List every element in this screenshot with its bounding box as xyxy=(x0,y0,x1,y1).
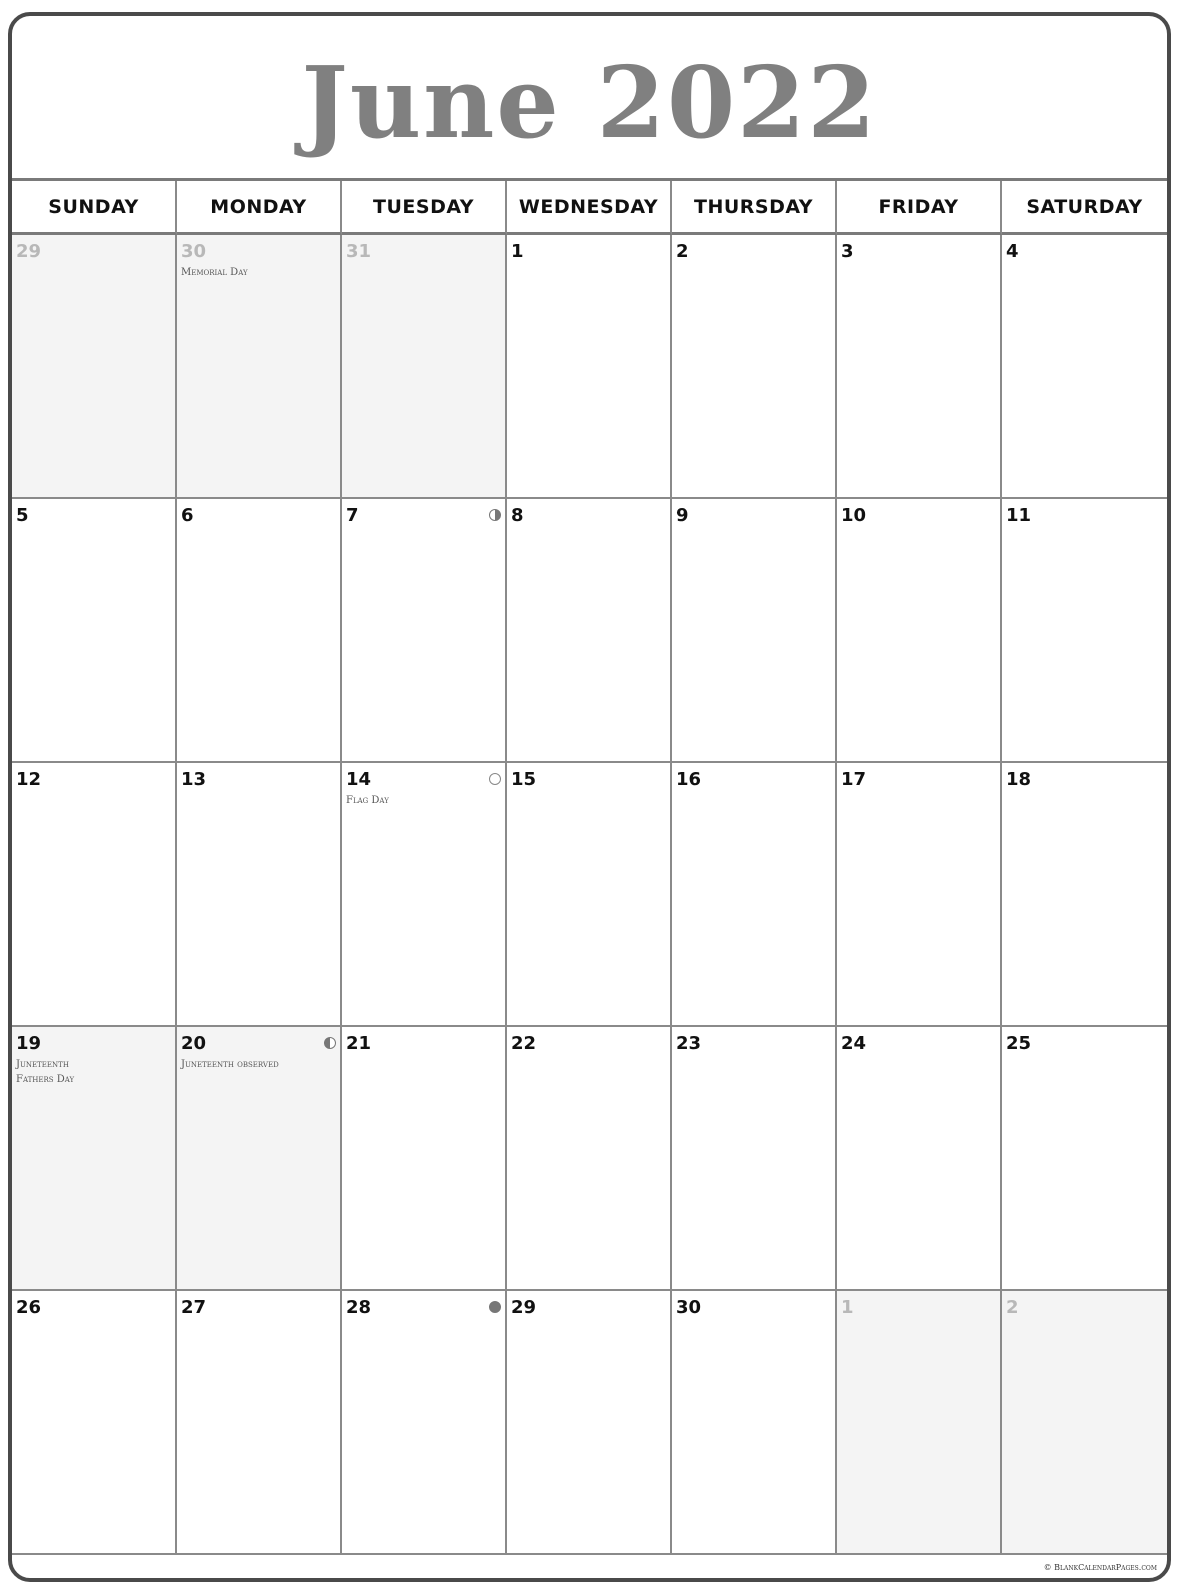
day-cell[interactable] xyxy=(342,499,507,763)
day-number: 30 xyxy=(181,241,207,262)
day-cell[interactable] xyxy=(177,1291,342,1555)
day-cell[interactable] xyxy=(672,235,837,499)
day-cell[interactable] xyxy=(12,1291,177,1555)
day-number: 19 xyxy=(16,1033,42,1054)
day-cell[interactable] xyxy=(507,763,672,1027)
day-cell[interactable] xyxy=(342,1291,507,1555)
day-cell[interactable] xyxy=(342,1027,507,1291)
day-cell[interactable] xyxy=(837,499,1002,763)
day-number: 21 xyxy=(346,1033,372,1054)
day-number: 15 xyxy=(511,769,537,790)
day-number: 31 xyxy=(346,241,372,262)
day-cell[interactable] xyxy=(672,1291,837,1555)
day-cell[interactable] xyxy=(672,763,837,1027)
weekday-header-5: FRIDAY xyxy=(837,181,1002,235)
weekday-header-3: WEDNESDAY xyxy=(507,181,672,235)
day-cell[interactable] xyxy=(837,235,1002,499)
day-number: 13 xyxy=(181,769,207,790)
holiday-label: Fathers Day xyxy=(16,1074,75,1085)
day-cell[interactable] xyxy=(1002,1027,1167,1291)
credit-text: © BlankCalendarPages.com xyxy=(1043,1563,1157,1572)
moon-first-quarter-icon xyxy=(489,509,501,521)
weekday-header-6: SATURDAY xyxy=(1002,181,1167,235)
holiday-label: Flag Day xyxy=(346,795,389,806)
day-number: 22 xyxy=(511,1033,537,1054)
day-number: 27 xyxy=(181,1297,207,1318)
holiday-label: Juneteenth observed xyxy=(181,1059,279,1070)
day-cell[interactable] xyxy=(837,1027,1002,1291)
day-cell[interactable] xyxy=(342,235,507,499)
day-number: 12 xyxy=(16,769,42,790)
day-number: 8 xyxy=(511,505,524,526)
day-number: 29 xyxy=(511,1297,537,1318)
day-number: 28 xyxy=(346,1297,372,1318)
day-cell[interactable] xyxy=(12,763,177,1027)
day-events xyxy=(181,1057,279,1072)
calendar-title: June 2022 xyxy=(301,45,878,161)
day-number: 9 xyxy=(676,505,689,526)
day-number: 2 xyxy=(1006,1297,1019,1318)
day-number: 17 xyxy=(841,769,867,790)
day-number: 25 xyxy=(1006,1033,1032,1054)
day-number: 11 xyxy=(1006,505,1032,526)
day-cell[interactable] xyxy=(672,499,837,763)
day-number: 2 xyxy=(676,241,689,262)
calendar-frame xyxy=(8,12,1171,1582)
day-events xyxy=(16,1057,74,1087)
day-number: 14 xyxy=(346,769,372,790)
day-cell[interactable] xyxy=(507,235,672,499)
day-cell[interactable] xyxy=(837,763,1002,1027)
day-cell[interactable] xyxy=(177,763,342,1027)
calendar-grid xyxy=(12,178,1167,1555)
day-events xyxy=(346,793,389,808)
day-cell[interactable] xyxy=(177,499,342,763)
day-cell[interactable] xyxy=(177,1027,342,1291)
moon-new-icon xyxy=(489,1301,501,1313)
weekday-header-1: MONDAY xyxy=(177,181,342,235)
moon-full-icon xyxy=(489,773,501,785)
day-cell[interactable] xyxy=(12,499,177,763)
day-number: 6 xyxy=(181,505,194,526)
holiday-label: Memorial Day xyxy=(181,267,248,278)
day-number: 7 xyxy=(346,505,359,526)
day-number: 10 xyxy=(841,505,867,526)
day-cell[interactable] xyxy=(12,1027,177,1291)
day-cell[interactable] xyxy=(12,235,177,499)
day-cell[interactable] xyxy=(342,763,507,1027)
day-number: 4 xyxy=(1006,241,1019,262)
day-number: 1 xyxy=(841,1297,854,1318)
day-number: 3 xyxy=(841,241,854,262)
day-cell[interactable] xyxy=(177,235,342,499)
weekday-header-4: THURSDAY xyxy=(672,181,837,235)
day-cell[interactable] xyxy=(1002,1291,1167,1555)
day-number: 24 xyxy=(841,1033,867,1054)
holiday-label: Juneteenth xyxy=(16,1059,69,1070)
day-number: 20 xyxy=(181,1033,207,1054)
weekday-header-0: SUNDAY xyxy=(12,181,177,235)
day-cell[interactable] xyxy=(507,1027,672,1291)
weekday-header-2: TUESDAY xyxy=(342,181,507,235)
day-number: 5 xyxy=(16,505,29,526)
day-number: 30 xyxy=(676,1297,702,1318)
day-number: 18 xyxy=(1006,769,1032,790)
moon-last-quarter-icon xyxy=(324,1037,336,1049)
day-cell[interactable] xyxy=(1002,235,1167,499)
day-number: 26 xyxy=(16,1297,42,1318)
day-cell[interactable] xyxy=(1002,763,1167,1027)
day-events xyxy=(181,265,248,280)
day-number: 23 xyxy=(676,1033,702,1054)
day-cell[interactable] xyxy=(837,1291,1002,1555)
day-number: 29 xyxy=(16,241,42,262)
day-cell[interactable] xyxy=(672,1027,837,1291)
day-number: 16 xyxy=(676,769,702,790)
day-cell[interactable] xyxy=(507,499,672,763)
day-cell[interactable] xyxy=(1002,499,1167,763)
day-number: 1 xyxy=(511,241,524,262)
day-cell[interactable] xyxy=(507,1291,672,1555)
